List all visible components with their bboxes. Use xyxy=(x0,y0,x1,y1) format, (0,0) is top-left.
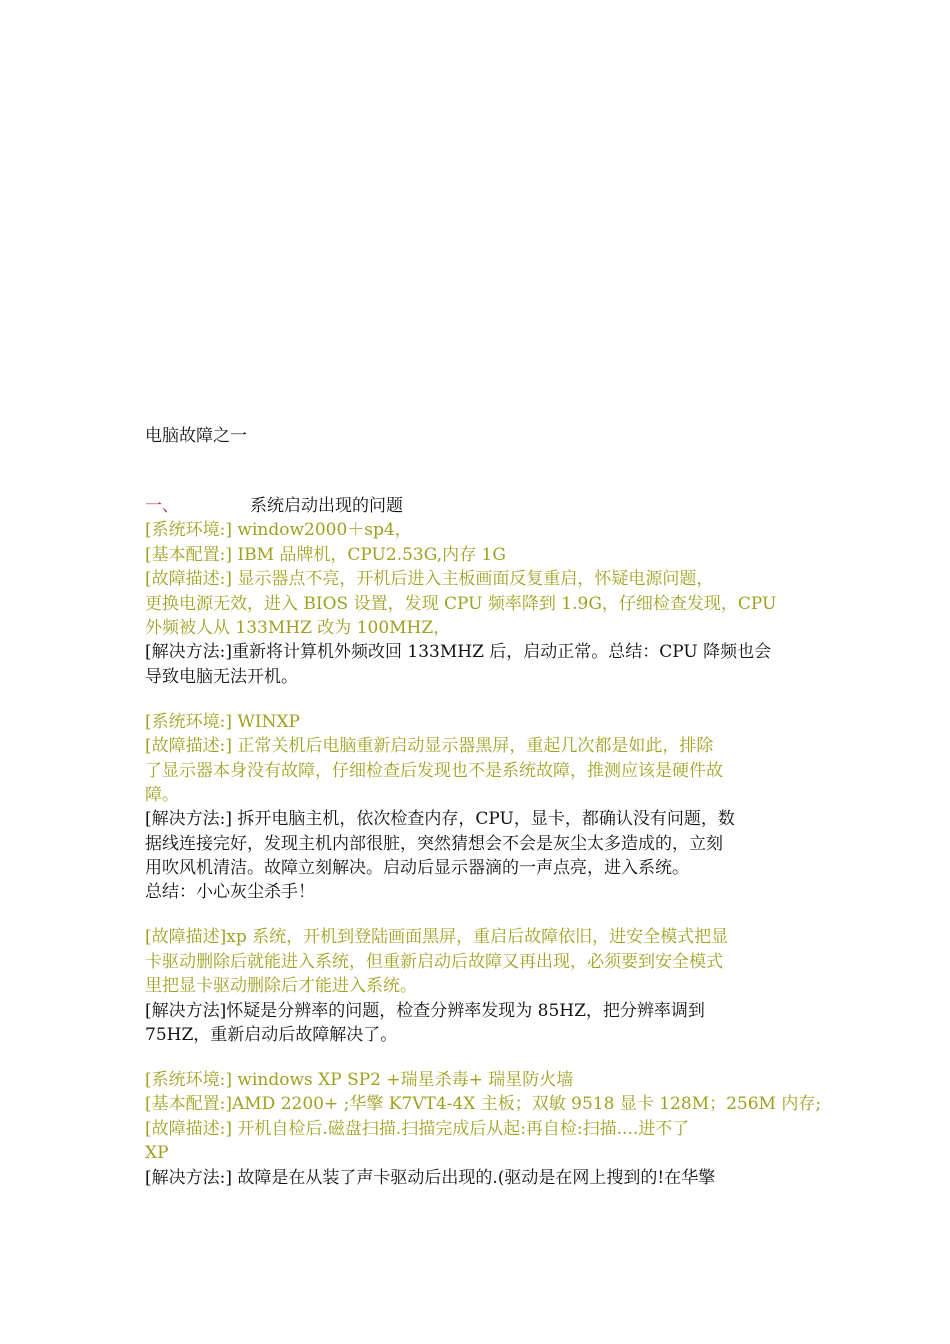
case3-solution-line: [解决方法]怀疑是分辨率的问题，检查分辨率发现为 85HZ，把分辨率调到 xyxy=(145,1000,705,1021)
case2-environment: [系统环境:] WINXP xyxy=(145,711,301,732)
case4-description-line: XP xyxy=(145,1143,169,1164)
section-title: 系统启动出现的问题 xyxy=(250,496,403,516)
case1-description-line: 外频被人从 133MHZ 改为 100MHZ， xyxy=(145,617,451,638)
case1-config: [基本配置:] IBM 品牌机，CPU2.53G,内存 1G xyxy=(145,544,506,565)
document-body xyxy=(145,494,822,1190)
case2-description-line: 了显示器本身没有故障，仔细检查后发现也不是系统故障，推测应该是硬件故 xyxy=(145,760,723,781)
paragraph-spacer xyxy=(145,905,810,926)
paragraph-spacer xyxy=(145,689,810,710)
case2-solution-line: [解决方法:] 拆开电脑主机，依次检查内存，CPU，显卡，都确认没有问题，数 xyxy=(145,809,735,830)
case3-description-line: [故障描述]xp 系统，开机到登陆画面黑屏，重启后故障依旧，进安全模式把显 xyxy=(145,927,729,948)
section-number: 一、 xyxy=(145,496,179,516)
section-heading xyxy=(145,494,810,518)
case4-config: [基本配置:]AMD 2200+ ;华擎 K7VT4-4X 主板；双敏 9518 显卡 128M；256M 内存; xyxy=(145,1094,822,1115)
case4-environment: [系统环境:] windows XP SP2 +瑞星杀毒+ 瑞星防火墙 xyxy=(145,1069,574,1090)
case3-solution-line: 75HZ，重新启动后故障解决了。 xyxy=(145,1025,398,1045)
case1-solution-line: [解决方法:]重新将计算机外频改回 133MHZ 后，启动正常。总结：CPU 降频也会 xyxy=(145,642,772,663)
case2-summary: 总结：小心灰尘杀手！ xyxy=(145,882,315,903)
case1-description-line: 更换电源无效，进入 BIOS 设置，发现 CPU 频率降到 1.9G，仔细检查发现，CPU xyxy=(145,593,777,614)
case4-solution-line: [解决方法:] 故障是在从装了声卡驱动后出现的.(驱动是在网上搜到的!在华擎 xyxy=(145,1167,716,1188)
case2-solution-line: 据线连接完好，发现主机内部很脏，突然猜想会不会是灰尘太多造成的，立刻 xyxy=(145,833,723,854)
case1-description-line: [故障描述:] 显示器点不亮，开机后进入主板画面反复重启，怀疑电源问题， xyxy=(145,569,714,590)
document-title: 电脑故障之一 xyxy=(145,426,247,446)
case2-description-line: [故障描述:] 正常关机后电脑重新启动显示器黑屏，重起几次都是如此，排除 xyxy=(145,736,714,757)
case1-environment: [系统环境:] window2000＋sp4， xyxy=(145,520,412,541)
case4-description-line: [故障描述:] 开机自检后.磁盘扫描.扫描完成后从起:再自检:扫描....进不了 xyxy=(145,1118,690,1139)
case2-solution-line: 用吹风机清洁。故障立刻解决。启动后显示器滴的一声点亮，进入系统。 xyxy=(145,858,689,879)
case2-description-line: 障。 xyxy=(145,784,179,805)
case3-description-line: 卡驱动删除后就能进入系统，但重新启动后故障又再出现，必须要到安全模式 xyxy=(145,951,723,972)
case1-solution-line: 导致电脑无法开机。 xyxy=(145,666,298,687)
paragraph-spacer xyxy=(145,1047,810,1068)
case3-description-line: 里把显卡驱动删除后才能进入系统。 xyxy=(145,976,417,997)
